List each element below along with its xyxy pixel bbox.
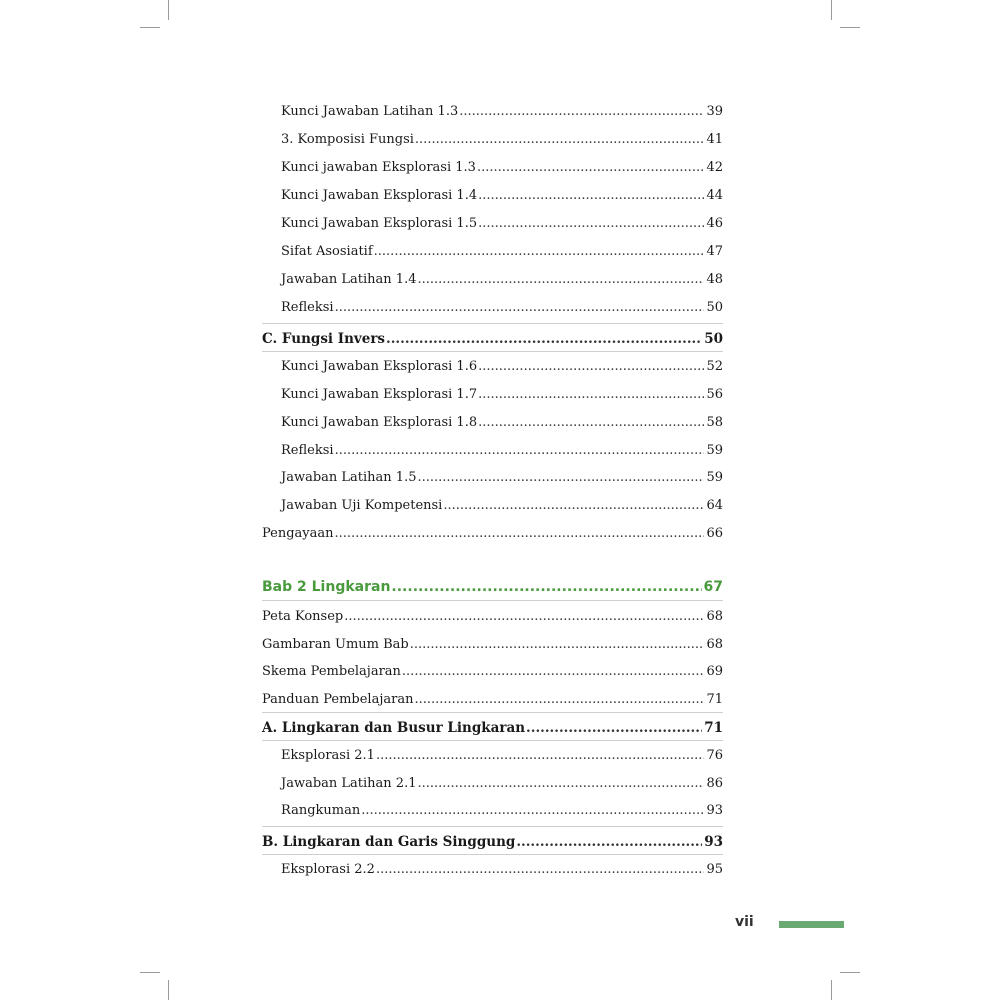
toc-section-entry[interactable] <box>262 831 723 853</box>
toc-entry-page: 67 <box>703 579 723 595</box>
toc-entry-page: 52 <box>706 359 723 374</box>
toc-entry-page: 86 <box>706 776 723 791</box>
toc-leader <box>443 495 704 517</box>
toc-entry-label: B. Lingkaran dan Garis Singgung <box>262 834 516 850</box>
toc-entry[interactable] <box>281 859 723 881</box>
toc-entry-page: 46 <box>706 216 723 231</box>
toc-entry-page: 39 <box>706 104 723 119</box>
toc-leader <box>335 440 705 462</box>
toc-leader <box>478 384 704 406</box>
toc-leader <box>417 467 704 489</box>
toc-leader <box>374 241 705 263</box>
section-divider <box>262 826 723 827</box>
toc-entry-page: 71 <box>704 720 723 736</box>
section-divider <box>262 740 723 741</box>
toc-entry-page: 42 <box>706 160 723 175</box>
toc-leader <box>459 101 704 123</box>
toc-entry[interactable] <box>262 689 723 711</box>
toc-leader <box>417 269 704 291</box>
toc-leader <box>477 157 705 179</box>
toc-entry-label: Kunci Jawaban Latihan 1.3 <box>281 104 459 119</box>
toc-leader <box>526 717 702 739</box>
toc-entry-page: 47 <box>706 244 723 259</box>
crop-mark-bottom-left <box>168 980 169 1000</box>
section-divider <box>262 351 723 352</box>
crop-mark-top-right <box>831 0 832 20</box>
toc-entry[interactable] <box>281 467 723 489</box>
toc-leader <box>478 213 704 235</box>
toc-entry[interactable] <box>281 440 723 462</box>
toc-entry-label: Kunci Jawaban Eksplorasi 1.6 <box>281 359 478 374</box>
toc-entry[interactable] <box>281 495 723 517</box>
crop-mark-bottom-right-h <box>840 972 860 973</box>
toc-entry-label: Kunci Jawaban Eksplorasi 1.4 <box>281 188 478 203</box>
toc-entry-page: 50 <box>706 300 723 315</box>
toc-leader <box>335 297 705 319</box>
toc-entry-page: 44 <box>706 188 723 203</box>
toc-entry-label: Refleksi <box>281 443 334 458</box>
toc-leader <box>344 606 704 628</box>
toc-entry[interactable] <box>281 101 723 123</box>
toc-section-entry[interactable] <box>262 717 723 739</box>
toc-leader <box>376 859 705 881</box>
toc-entry-label: Panduan Pembelajaran <box>262 692 414 707</box>
toc-entry-page: 50 <box>704 331 723 347</box>
section-divider <box>262 600 723 601</box>
toc-entry-label: 3. Komposisi Fungsi <box>281 132 414 147</box>
toc-entry-label: Jawaban Latihan 2.1 <box>281 776 417 791</box>
toc-entry-label: Jawaban Latihan 1.5 <box>281 470 417 485</box>
toc-entry-page: 95 <box>706 862 723 877</box>
section-divider <box>262 854 723 855</box>
toc-section-entry[interactable] <box>262 328 723 350</box>
toc-leader <box>402 661 705 683</box>
footer-accent-bar <box>779 921 844 928</box>
crop-mark-top-left-h <box>140 27 160 28</box>
toc-entry[interactable] <box>262 661 723 683</box>
toc-entry-label: Peta Konsep <box>262 609 344 624</box>
toc-entry-label: Jawaban Latihan 1.4 <box>281 272 417 287</box>
toc-entry[interactable] <box>262 606 723 628</box>
toc-entry-label: Jawaban Uji Kompetensi <box>281 498 443 513</box>
toc-entry[interactable] <box>281 297 723 319</box>
toc-leader <box>516 831 702 853</box>
toc-entry-label: Rangkuman <box>281 803 361 818</box>
toc-entry[interactable] <box>281 213 723 235</box>
toc-leader <box>478 185 704 207</box>
toc-entry-label: Eksplorasi 2.2 <box>281 862 375 877</box>
toc-leader <box>391 576 701 598</box>
crop-mark-top-left <box>168 0 169 20</box>
toc-entry[interactable] <box>281 241 723 263</box>
toc-entry-page: 69 <box>706 664 723 679</box>
toc-entry[interactable] <box>281 269 723 291</box>
toc-leader <box>335 523 705 545</box>
toc-entry-page: 41 <box>706 132 723 147</box>
toc-entry[interactable] <box>281 356 723 378</box>
toc-entry-label: Skema Pembelajaran <box>262 664 401 679</box>
toc-leader <box>415 129 705 151</box>
toc-entry-page: 59 <box>706 443 723 458</box>
toc-entry-label: A. Lingkaran dan Busur Lingkaran <box>262 720 526 736</box>
toc-entry-label: Kunci Jawaban Eksplorasi 1.8 <box>281 415 478 430</box>
toc-entry[interactable] <box>281 412 723 434</box>
toc-entry[interactable] <box>262 634 723 656</box>
toc-entry-label: Pengayaan <box>262 526 334 541</box>
toc-entry-label: Kunci jawaban Eksplorasi 1.3 <box>281 160 476 175</box>
page-number: vii <box>735 914 754 930</box>
toc-entry-page: 58 <box>706 415 723 430</box>
toc-entry-page: 93 <box>704 834 723 850</box>
toc-entry-page: 48 <box>706 272 723 287</box>
toc-entry-label: Refleksi <box>281 300 334 315</box>
toc-entry-label: Kunci Jawaban Eksplorasi 1.7 <box>281 387 478 402</box>
toc-entry-page: 68 <box>706 609 723 624</box>
toc-entry-page: 93 <box>706 803 723 818</box>
toc-entry[interactable] <box>281 185 723 207</box>
toc-entry[interactable] <box>281 157 723 179</box>
toc-entry-page: 71 <box>706 692 723 707</box>
toc-entry[interactable] <box>262 523 723 545</box>
toc-entry[interactable] <box>281 773 723 795</box>
toc-entry-page: 76 <box>706 748 723 763</box>
toc-entry-page: 56 <box>706 387 723 402</box>
section-divider <box>262 323 723 324</box>
toc-entry-page: 64 <box>706 498 723 513</box>
toc-entry-label: C. Fungsi Invers <box>262 331 386 347</box>
section-divider <box>262 712 723 713</box>
toc-entry-page: 66 <box>706 526 723 541</box>
toc-leader <box>361 800 704 822</box>
toc-leader <box>414 689 704 711</box>
toc-leader <box>478 356 704 378</box>
toc-entry[interactable] <box>281 800 723 822</box>
toc-entry[interactable] <box>281 745 723 767</box>
toc-entry-label: Bab 2 Lingkaran <box>262 579 391 595</box>
toc-entry[interactable] <box>281 129 723 151</box>
crop-mark-top-right-h <box>840 27 860 28</box>
toc-leader <box>417 773 704 795</box>
crop-mark-bottom-right <box>831 980 832 1000</box>
toc-leader <box>376 745 705 767</box>
toc-entry-page: 68 <box>706 637 723 652</box>
toc-entry[interactable] <box>281 384 723 406</box>
toc-leader <box>386 328 702 350</box>
toc-entry-label: Kunci Jawaban Eksplorasi 1.5 <box>281 216 478 231</box>
toc-leader <box>410 634 705 656</box>
toc-entry-label: Gambaran Umum Bab <box>262 637 409 652</box>
toc-entry-label: Eksplorasi 2.1 <box>281 748 375 763</box>
toc-entry-page: 59 <box>706 470 723 485</box>
toc-entry-label: Sifat Asosiatif <box>281 244 373 259</box>
toc-leader <box>478 412 704 434</box>
crop-mark-bottom-left-h <box>140 972 160 973</box>
toc-chapter-entry[interactable] <box>262 576 723 598</box>
